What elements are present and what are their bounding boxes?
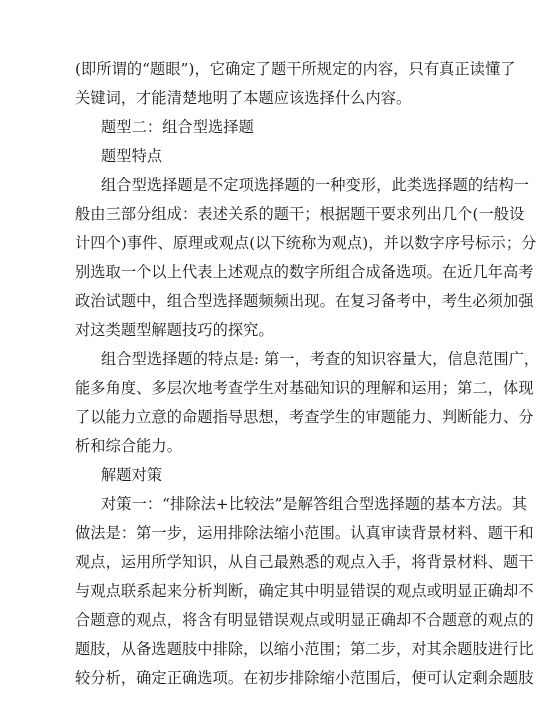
text-line: 对策一：“排除法+比较法”是解答组合型选择题的基本方法。其 [101,495,528,513]
text-line: 观点，运用所学知识，从自己最熟悉的观点入手，将背景材料、题干 [75,553,534,571]
text-line: 了以能力立意的命题指导思想，考查学生的审题能力、判断能力、分 [75,408,534,426]
text-line: 计四个)事件、原理或观点(以下统称为观点)，并以数字序号标示；分 [75,234,537,252]
text-line: 题肢，从备选题肢中排除，以缩小范围；第二步，对其余题肢进行比 [75,640,534,658]
section-heading: 题型二：组合型选择题 [101,118,254,136]
subsection-heading: 题型特点 [101,147,163,165]
text-line: 组合型选择题是不定项选择题的一种变形，此类选择题的结构一 [101,176,530,194]
text-line: 对这类题型解题技巧的探究。 [75,321,274,339]
text-line: (即所谓的“题眼”)，它确定了题干所规定的内容，只有真正读懂了 [75,60,516,78]
text-line: 合题意的观点，将含有明显错误观点或明显正确却不合题意的观点的 [75,611,534,629]
text-line: 般由三部分组成：表述关系的题干；根据题干要求列出几个(一般设 [75,205,525,223]
text-line: 与观点联系起来分析判断，确定其中明显错误的观点或明显正确却不 [75,582,534,600]
section-heading: 解题对策 [101,466,163,484]
text-line: 关键词，才能清楚地明了本题应该选择什么内容。 [75,89,412,107]
text-line: 做法是：第一步，运用排除法缩小范围。认真审读背景材料、题干和 [75,524,534,542]
text-line: 组合型选择题的特点是: 第一，考查的知识容量大，信息范围广， [101,350,539,368]
text-line: 析和综合能力。 [75,437,183,455]
text-line: 较分析，确定正确选项。在初步排除缩小范围后，便可认定剩余题肢 [75,669,534,687]
text-line: 别选取一个以上代表上述观点的数字所组合成备选项。在近几年高考 [75,263,534,281]
text-line: 能多角度、多层次地考查学生对基础知识的理解和运用；第二，体现 [75,379,534,397]
text-line: 政治试题中，组合型选择题频频出现。在复习备考中，考生必须加强 [75,292,534,310]
